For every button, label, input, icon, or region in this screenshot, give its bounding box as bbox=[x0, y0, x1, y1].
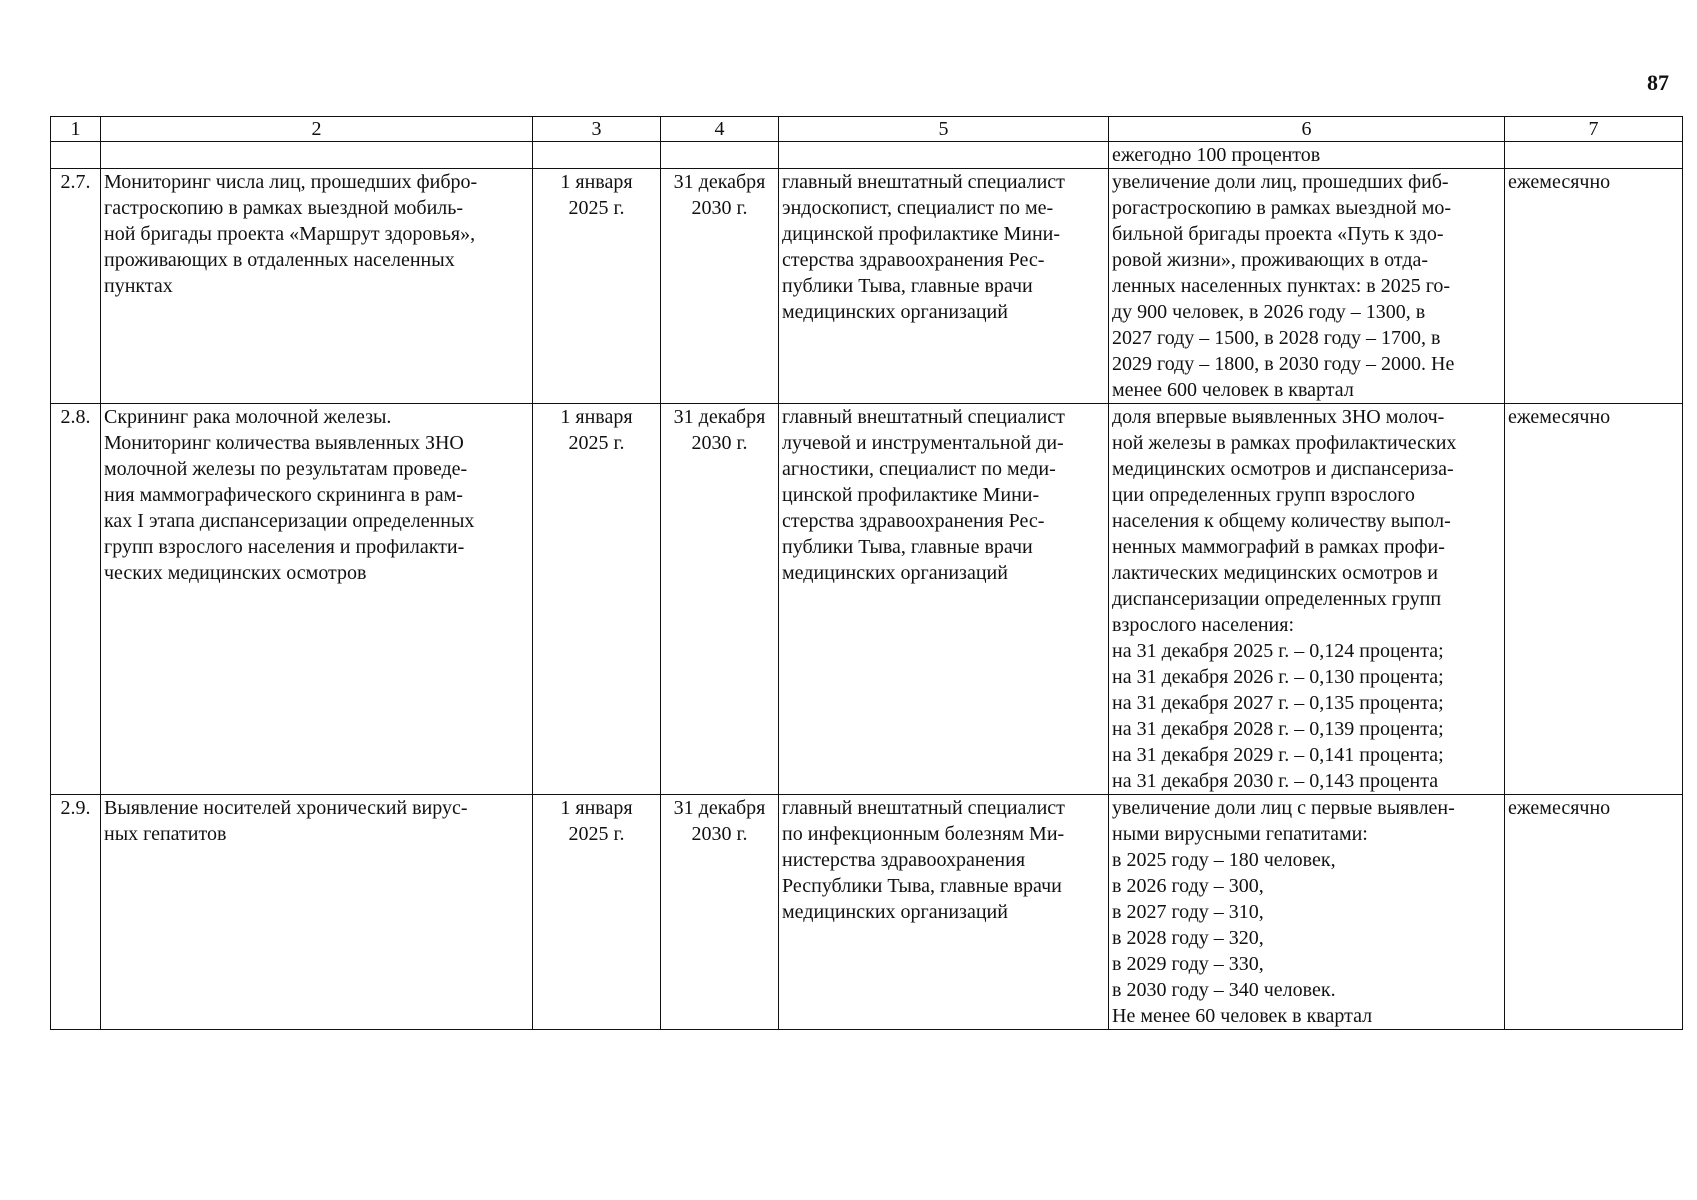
column-number: 1 bbox=[51, 117, 101, 142]
empty-cell bbox=[51, 142, 101, 169]
item-name: Скрининг рака молочной железы. Мониторинг количества выявленных ЗНО молочной железы по результатам проведе- ния маммографического скрининга в рам- ках I этапа диспансеризации определенных групп взрослого населения и профилакти- ческих медицинских осмотров bbox=[101, 404, 533, 795]
continuation-row bbox=[51, 142, 1683, 169]
item-number: 2.7. bbox=[51, 169, 101, 404]
end-date: 31 декабря 2030 г. bbox=[661, 404, 779, 795]
item-name: Мониторинг числа лиц, прошедших фибро- гастроскопию в рамках выездной мобиль- ной бригады проекта «Маршрут здоровья», проживающих в отдаленных населенных пунктах bbox=[101, 169, 533, 404]
column-number: 3 bbox=[533, 117, 661, 142]
column-number: 7 bbox=[1505, 117, 1683, 142]
item-number: 2.9. bbox=[51, 795, 101, 1030]
column-number: 4 bbox=[661, 117, 779, 142]
column-number: 5 bbox=[779, 117, 1109, 142]
item-number: 2.8. bbox=[51, 404, 101, 795]
responsible-cell: главный внештатный специалист лучевой и инструментальной ди- агностики, специалист по меди- цинской профилактике Мини- стерства здравоохранения Рес- публики Тыва, главные врачи медицинских организаций bbox=[779, 404, 1109, 795]
column-number: 2 bbox=[101, 117, 533, 142]
responsible-cell: главный внештатный специалист эндоскопист, специалист по ме- дицинской профилактике Мини- стерства здравоохранения Рес- публики Тыва, главные врачи медицинских организаций bbox=[779, 169, 1109, 404]
period-cell: ежемесячно bbox=[1505, 795, 1683, 1030]
column-number: 6 bbox=[1109, 117, 1505, 142]
empty-cell bbox=[1505, 142, 1683, 169]
responsible-cell: главный внештатный специалист по инфекционным болезням Ми- нистерства здравоохранения Республики Тыва, главные врачи медицинских организаций bbox=[779, 795, 1109, 1030]
empty-cell bbox=[661, 142, 779, 169]
start-date: 1 января 2025 г. bbox=[533, 169, 661, 404]
table-row bbox=[51, 404, 1683, 795]
end-date: 31 декабря 2030 г. bbox=[661, 169, 779, 404]
period-cell: ежемесячно bbox=[1505, 169, 1683, 404]
result-cell: увеличение доли лиц, прошедших фиб- рогастроскопию в рамках выездной мо- бильной бригады проекта «Путь к здо- ровой жизни», проживающих в отда- ленных населенных пунктах: в 2025 го- ду 900 человек, в 2026 году – 1300, в 2027 году – 1500, в 2028 году – 1700, в 2029 году – 1800, в 2030 году – 2000. Не менее 600 человек в квартал bbox=[1109, 169, 1505, 404]
empty-cell bbox=[779, 142, 1109, 169]
measures-table bbox=[50, 116, 1683, 1030]
start-date: 1 января 2025 г. bbox=[533, 795, 661, 1030]
table-row bbox=[51, 795, 1683, 1030]
result-cell: увеличение доли лиц с первые выявлен- ными вирусными гепатитами: в 2025 году – 180 человек, в 2026 году – 300, в 2027 году – 310, в 2028 году – 320, в 2029 году – 330, в 2030 году – 340 человек. Не менее 60 человек в квартал bbox=[1109, 795, 1505, 1030]
page-number: 87 bbox=[1647, 70, 1669, 95]
result-cell: ежегодно 100 процентов bbox=[1109, 142, 1505, 169]
end-date: 31 декабря 2030 г. bbox=[661, 795, 779, 1030]
start-date: 1 января 2025 г. bbox=[533, 404, 661, 795]
result-cell: доля впервые выявленных ЗНО молоч- ной железы в рамках профилактических медицинских осмотров и диспансериза- ции определенных групп взрослого населения к общему количеству выпол- ненных маммографий в рамках профи- лактических медицинских осмотров и диспансеризации определенных групп взрослого населения: на 31 декабря 2025 г. – 0,124 процента; на 31 декабря 2026 г. – 0,130 процента; на 31 декабря 2027 г. – 0,135 процента; на 31 декабря 2028 г. – 0,139 процента; на 31 декабря 2029 г. – 0,141 процента; на 31 декабря 2030 г. – 0,143 процента bbox=[1109, 404, 1505, 795]
column-number-row bbox=[51, 117, 1683, 142]
item-name: Выявление носителей хронический вирус- ных гепатитов bbox=[101, 795, 533, 1030]
empty-cell bbox=[533, 142, 661, 169]
period-cell: ежемесячно bbox=[1505, 404, 1683, 795]
empty-cell bbox=[101, 142, 533, 169]
table-row bbox=[51, 169, 1683, 404]
